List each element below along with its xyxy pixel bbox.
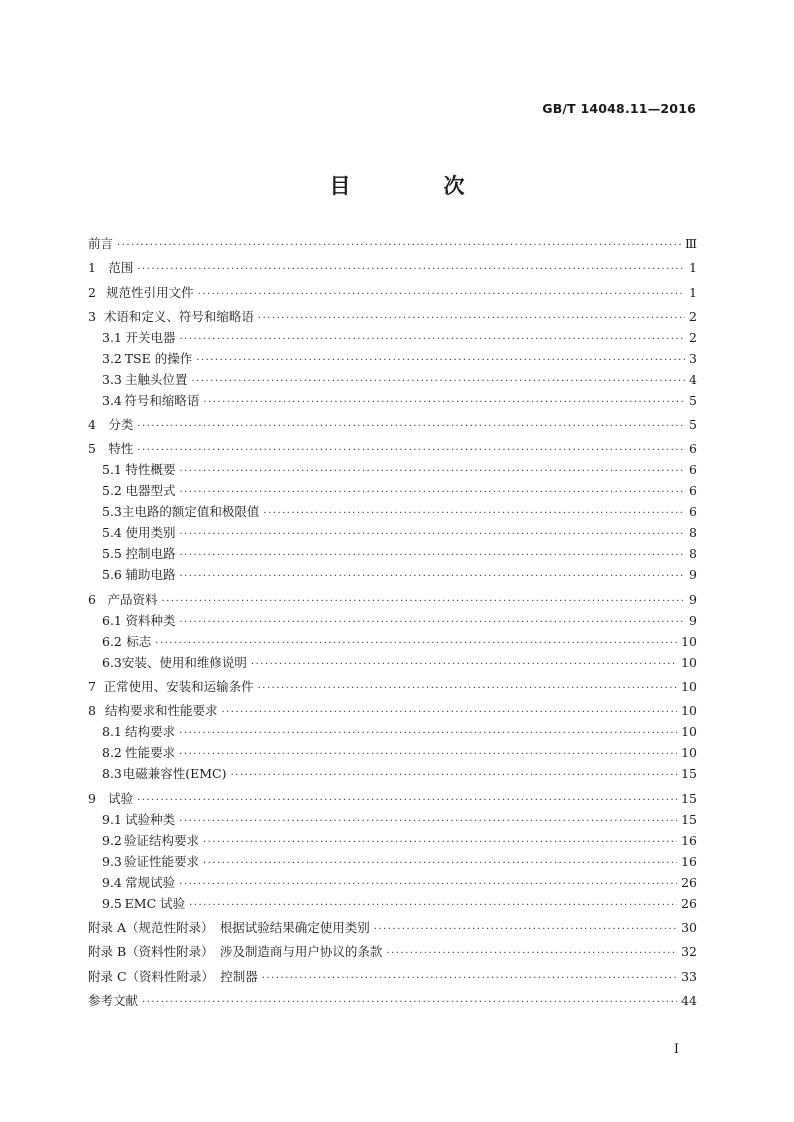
toc-entry[interactable] <box>88 328 697 349</box>
toc-entry-label: 附录 A（规范性附录） 根据试验结果确定使用类别 <box>88 919 370 935</box>
toc-entry-number: 5.3 <box>102 504 122 520</box>
toc-entry-label: 安装、使用和维修说明 <box>121 654 247 670</box>
toc-entry-number: 7 <box>88 679 96 695</box>
toc-leader-dots <box>179 749 677 760</box>
toc-entry-label: 电器型式 <box>125 483 176 499</box>
toc-entry-number: 9 <box>88 790 96 806</box>
toc-entry-number: 2 <box>88 284 96 300</box>
toc-entry-number: 3.1 <box>102 329 122 345</box>
toc-entry-number: 9.5 <box>102 895 122 911</box>
toc-leader-dots <box>196 355 685 366</box>
toc-entry[interactable] <box>88 415 697 436</box>
toc-entry-page: Ⅲ <box>684 236 697 251</box>
toc-entry-label: 电磁兼容性(EMC) <box>122 766 227 782</box>
toc-entry[interactable] <box>88 523 697 544</box>
toc-leader-dots <box>231 770 678 781</box>
toc-entry[interactable] <box>88 810 697 831</box>
toc-entry[interactable] <box>88 439 697 460</box>
toc-entry[interactable] <box>88 991 697 1012</box>
toc-entry-label: EMC 试验 <box>124 895 186 911</box>
toc-entry-label: 控制电路 <box>125 546 176 562</box>
toc-entry[interactable] <box>88 502 697 523</box>
toc-entry-number: 6 <box>88 591 96 607</box>
toc-entry-number: 5.1 <box>102 462 122 478</box>
toc-entry-page: 1 <box>689 260 697 276</box>
toc-entry-page: 10 <box>681 724 697 740</box>
toc-leader-dots <box>203 837 677 848</box>
toc-entry[interactable] <box>88 391 697 412</box>
toc-entry-number: 5.2 <box>102 483 122 499</box>
toc-entry-page: 3 <box>689 350 697 366</box>
toc-entry-number: 6.2 <box>102 633 122 649</box>
toc-entry-page: 15 <box>681 790 697 806</box>
toc-leader-dots <box>137 445 685 456</box>
toc-leader-dots <box>180 466 686 477</box>
toc-entry-number: 5 <box>88 441 96 457</box>
toc-entry-page: 4 <box>689 371 697 387</box>
toc-leader-dots <box>180 571 686 582</box>
toc-entry-label: 试验种类 <box>125 811 176 827</box>
toc-entry-page: 1 <box>689 284 697 300</box>
toc-leader-dots <box>179 879 677 890</box>
toc-leader-dots <box>258 313 685 324</box>
toc-entry-label: 使用类别 <box>125 525 176 541</box>
toc-entry-number: 1 <box>88 260 96 276</box>
toc-entry-page: 6 <box>689 504 697 520</box>
toc-entry-number: 8 <box>88 703 96 719</box>
toc-entry-page: 5 <box>689 417 697 433</box>
toc-entry-page: 15 <box>681 811 697 827</box>
toc-entry[interactable] <box>88 544 697 565</box>
toc-leader-dots <box>155 638 677 649</box>
toc-entry[interactable] <box>88 918 697 939</box>
toc-entry-label: 参考文献 <box>88 992 139 1008</box>
toc-entry[interactable] <box>88 764 697 785</box>
toc-leader-dots <box>180 550 686 561</box>
toc-entry-number: 8.3 <box>102 766 122 782</box>
toc-entry-page: 10 <box>681 654 697 670</box>
toc-entry-label: 性能要求 <box>125 745 176 761</box>
toc-entry[interactable] <box>88 653 697 674</box>
toc-entry-label: 资料种类 <box>125 612 176 628</box>
toc-leader-dots <box>137 795 677 806</box>
toc-entry-page: 10 <box>681 745 697 761</box>
toc-entry[interactable] <box>88 307 697 328</box>
toc-entry-number: 6.1 <box>102 612 122 628</box>
toc-leader-dots <box>179 816 677 827</box>
toc-leader-dots <box>263 508 685 519</box>
toc-entry[interactable] <box>88 370 697 391</box>
toc-entry-number: 9.1 <box>102 811 122 827</box>
toc-entry-label: 分类 <box>108 417 134 433</box>
toc-entry-page: 9 <box>689 612 697 628</box>
toc-entry-page: 2 <box>689 329 697 345</box>
toc-entry[interactable] <box>88 677 697 698</box>
toc-entry[interactable] <box>88 565 697 586</box>
toc-entry-page: 26 <box>681 874 697 890</box>
toc-entry-label: 开关电器 <box>125 329 176 345</box>
toc-entry-label: 范围 <box>108 260 134 276</box>
page-title: 目 次 <box>329 174 501 198</box>
toc-entry[interactable] <box>88 873 697 894</box>
toc-entry-page: 10 <box>681 679 697 695</box>
toc-entry-page: 6 <box>689 441 697 457</box>
toc-entry[interactable] <box>88 632 697 653</box>
toc-entry-number: 9.3 <box>102 853 122 869</box>
toc-entry-page: 10 <box>681 633 697 649</box>
standard-code: GB/T 14048.11—2016 <box>542 101 696 116</box>
toc-entry-label: 术语和定义、符号和缩略语 <box>103 308 254 324</box>
toc-entry-page: 33 <box>681 968 697 984</box>
toc-entry-label: 结构要求 <box>125 724 176 740</box>
toc-entry-label: 特性概要 <box>125 462 176 478</box>
toc-entry-number: 4 <box>88 417 96 433</box>
toc-leader-dots <box>142 997 677 1008</box>
toc-leader-dots <box>251 659 677 670</box>
toc-entry-number: 3.3 <box>102 371 122 387</box>
toc-entry[interactable] <box>88 234 697 255</box>
toc-entry-label: TSE 的操作 <box>124 350 193 366</box>
toc-leader-dots <box>191 376 685 387</box>
toc-entry-label: 常规试验 <box>125 874 176 890</box>
toc-leader-dots <box>262 973 677 984</box>
toc-entry[interactable] <box>88 967 697 988</box>
toc-entry[interactable] <box>88 283 697 304</box>
toc-entry-page: 10 <box>681 703 697 719</box>
toc-entry[interactable] <box>88 789 697 810</box>
toc-entry-number: 5.6 <box>102 567 122 583</box>
toc-entry-page: 30 <box>681 919 697 935</box>
toc-entry-page: 32 <box>681 944 697 960</box>
toc-leader-dots <box>203 397 685 408</box>
toc-entry[interactable] <box>88 831 697 852</box>
toc-entry-label: 规范性引用文件 <box>106 284 194 300</box>
toc-leader-dots <box>221 707 677 718</box>
toc-leader-dots <box>386 948 677 959</box>
toc-leader-dots <box>180 529 686 540</box>
toc-entry[interactable] <box>88 852 697 873</box>
toc-entry-label: 符号和缩略语 <box>124 392 200 408</box>
toc-entry-label: 主电路的额定值和极限值 <box>121 504 260 520</box>
toc-entry-number: 6.3 <box>102 654 122 670</box>
toc-leader-dots <box>189 900 677 911</box>
toc-entry[interactable] <box>88 722 697 743</box>
toc-entry[interactable] <box>88 590 697 611</box>
toc-entry-label: 标志 <box>126 633 152 649</box>
toc-entry-page: 15 <box>681 766 697 782</box>
toc-leader-dots <box>179 728 677 739</box>
toc-entry-page: 6 <box>689 483 697 499</box>
toc-entry-page: 44 <box>681 992 697 1008</box>
toc-entry-label: 前言 <box>88 236 114 251</box>
toc-entry[interactable] <box>88 894 697 915</box>
toc-entry-page: 6 <box>689 462 697 478</box>
toc-entry-label: 主触头位置 <box>124 371 188 387</box>
toc-entry[interactable] <box>88 349 697 370</box>
toc-leader-dots <box>203 858 677 869</box>
toc-entry[interactable] <box>88 743 697 764</box>
toc-entry-page: 5 <box>689 392 697 408</box>
toc-leader-dots <box>258 683 677 694</box>
toc-leader-dots <box>180 617 686 628</box>
toc-leader-dots <box>198 289 685 300</box>
toc-entry-page: 2 <box>689 308 697 324</box>
toc-entry-number: 9.4 <box>102 874 122 890</box>
toc-leader-dots <box>137 264 685 275</box>
toc-entry[interactable] <box>88 481 697 502</box>
toc-entry[interactable] <box>88 258 697 279</box>
toc-entry-label: 验证结构要求 <box>124 832 200 848</box>
toc-entry-label: 试验 <box>108 790 134 806</box>
toc-entry-label: 特性 <box>108 441 134 457</box>
toc-entry-number: 8.2 <box>102 745 122 761</box>
toc-entry-number: 9.2 <box>102 832 122 848</box>
toc-entry-label: 正常使用、安装和运输条件 <box>103 679 254 695</box>
toc-entry-page: 8 <box>689 546 697 562</box>
toc-entry-label: 辅助电路 <box>125 567 176 583</box>
page-number: I <box>673 1042 679 1057</box>
toc-entry-page: 16 <box>681 853 697 869</box>
toc-leader-dots <box>180 487 686 498</box>
toc-leader-dots <box>117 240 681 251</box>
toc-entry-label: 结构要求和性能要求 <box>104 703 218 719</box>
toc-entry-label: 验证性能要求 <box>124 853 200 869</box>
toc-entry-number: 8.1 <box>102 724 122 740</box>
toc-entry-label: 产品资料 <box>107 591 158 607</box>
toc-entry[interactable] <box>88 611 697 632</box>
toc-entry-number: 3 <box>88 308 96 324</box>
toc-entry-label: 附录 B（资料性附录） 涉及制造商与用户协议的条款 <box>88 944 383 960</box>
toc-entry-page: 16 <box>681 832 697 848</box>
toc-leader-dots <box>137 421 685 432</box>
toc-entry-number: 5.4 <box>102 525 122 541</box>
toc-entry-page: 26 <box>681 895 697 911</box>
toc-entry-page: 9 <box>689 567 697 583</box>
toc-entry-page: 9 <box>689 591 697 607</box>
toc-entry[interactable] <box>88 701 697 722</box>
toc-entry-number: 3.4 <box>102 392 122 408</box>
toc-entry-label: 附录 C（资料性附录） 控制器 <box>88 968 258 984</box>
toc-leader-dots <box>161 596 685 607</box>
toc-leader-dots <box>374 924 677 935</box>
toc-entry-page: 8 <box>689 525 697 541</box>
toc-leader-dots <box>180 334 686 345</box>
table-of-contents <box>88 234 697 1012</box>
toc-entry-number: 3.2 <box>102 350 122 366</box>
toc-entry-number: 5.5 <box>102 546 122 562</box>
toc-entry[interactable] <box>88 942 697 963</box>
toc-entry[interactable] <box>88 460 697 481</box>
